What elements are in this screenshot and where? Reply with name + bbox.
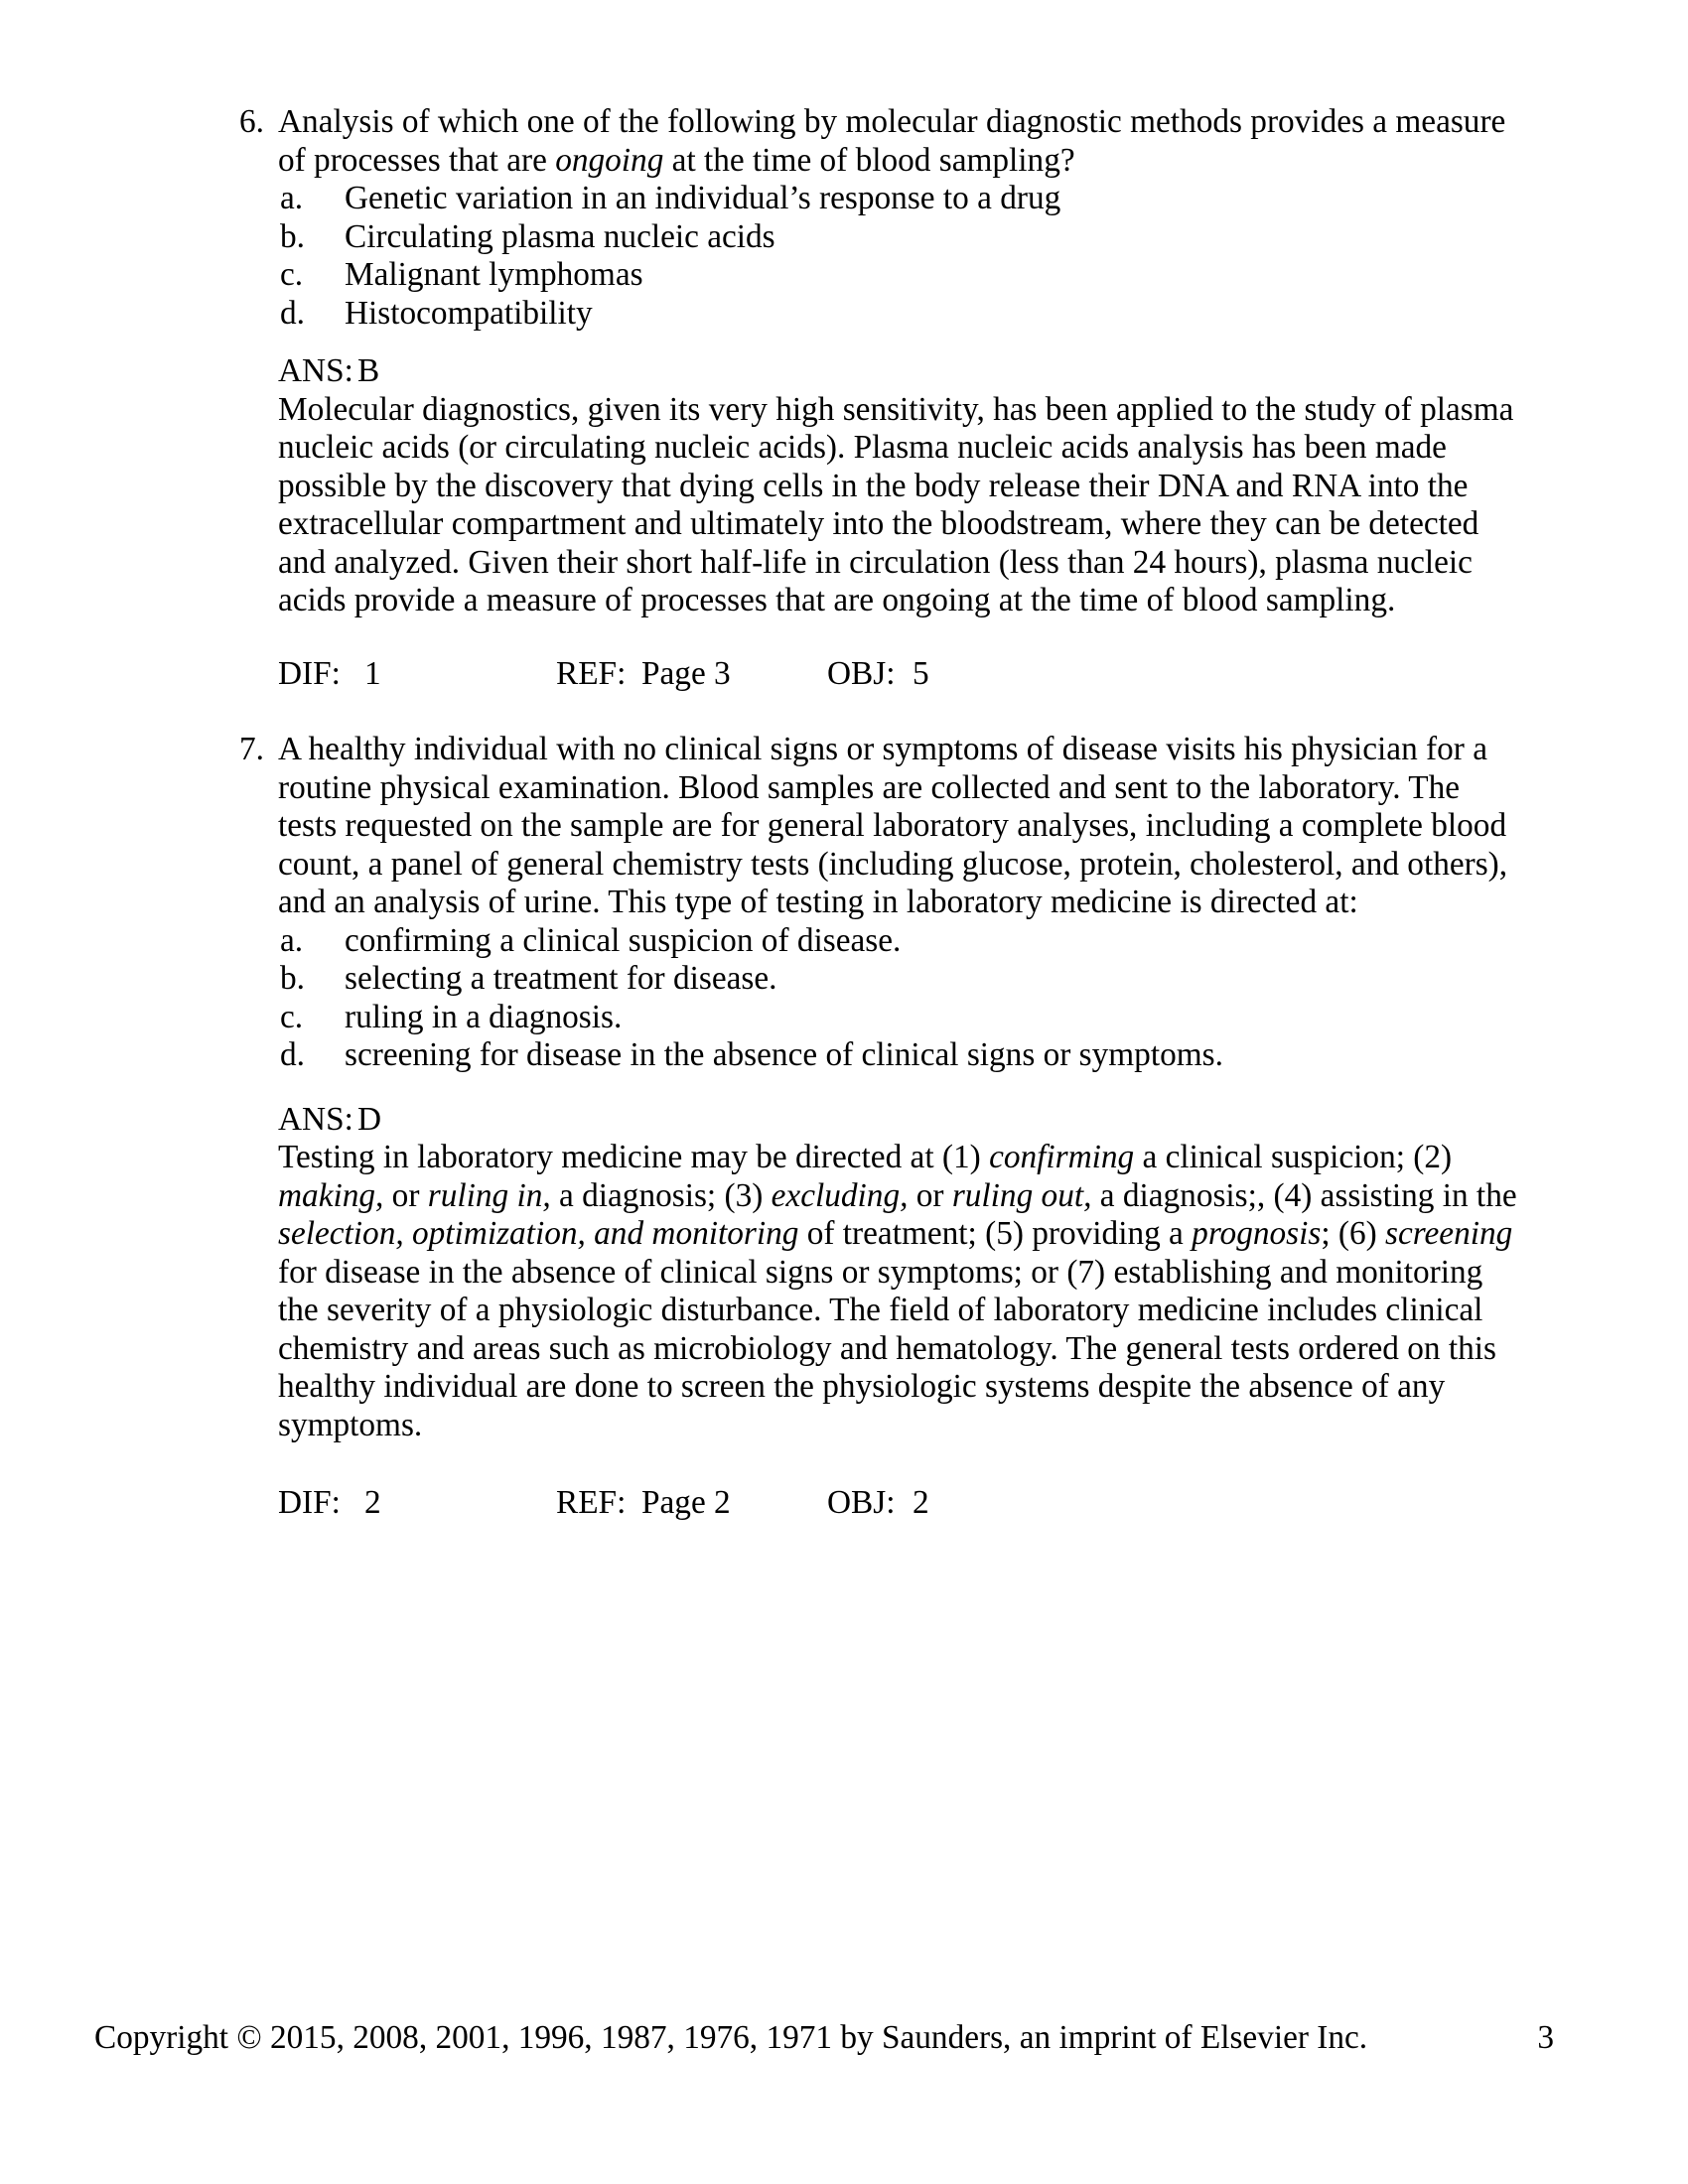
option-text: Genetic variation in an individual’s response to a drug [345,180,1061,216]
text-run: excluding, [771,1176,909,1214]
question-stem [278,731,1599,922]
text-line [278,1368,1599,1407]
text-run: nucleic acids (or circulating nucleic acids). Plasma nucleic acids analysis has been made [278,429,1447,466]
dif-value: 1 [364,654,381,692]
text-run: a clinical suspicion; (2) [1134,1139,1453,1175]
text-line [278,1330,1599,1369]
text-line [278,807,1599,846]
text-line [278,103,1599,142]
text-run: screening [1385,1215,1513,1252]
obj-value: 5 [913,654,929,692]
text-run: acids provide a measure of processes that are ongoing at the time of blood sampling. [278,582,1396,618]
answer-option [278,1036,1599,1075]
text-run: of treatment; (5) providing a [798,1215,1193,1252]
text-line [278,391,1599,430]
answer-options [278,180,1599,333]
text-run: or [908,1176,952,1214]
question-item-6 [239,103,1599,693]
answer-option [278,922,1599,961]
option-text: confirming a clinical suspicion of disease. [345,921,902,959]
option-letter: d. [280,1036,305,1073]
page-footer [0,2019,1688,2058]
text-line [278,884,1599,922]
text-run: ; (6) [1321,1215,1386,1252]
dif-label: DIF: [278,654,341,692]
text-run: extracellular compartment and ultimately into the bloodstream, where they can be detected [278,505,1479,542]
text-run: tests requested on the sample are for general laboratory analyses, including a complete blood [278,807,1507,844]
option-text: selecting a treatment for disease. [345,960,777,997]
text-run: A healthy individual with no clinical signs or symptoms of disease visits his physician for a [278,731,1487,767]
dif-label: DIF: [278,1484,341,1521]
ref-label: REF: [556,654,627,692]
text-line [278,1215,1599,1254]
obj-label: OBJ: [827,654,896,692]
text-line [278,1292,1599,1330]
answer-line [278,352,1599,391]
text-run: ruling in, [427,1176,551,1214]
answer-label: ANS: [278,1100,353,1138]
text-run: and an analysis of urine. This type of testing in laboratory medicine is directed at: [278,884,1358,920]
obj-value: 2 [913,1484,929,1521]
text-run: ongoing [555,141,664,179]
question-stem [278,103,1599,180]
answer-option [278,256,1599,295]
text-line [278,142,1599,181]
text-run: routine physical examination. Blood samples are collected and sent to the laboratory. The [278,768,1461,806]
text-run: making, [278,1176,384,1214]
text-run: for disease in the absence of clinical signs or symptoms; or (7) establishing and monitoring [278,1253,1483,1291]
text-run: healthy individual are done to screen the physiologic systems despite the absence of any [278,1368,1446,1405]
option-text: Histocompatibility [345,294,593,332]
text-line [278,1139,1599,1177]
text-run: symptoms. [278,1406,423,1443]
text-run: count, a panel of general chemistry tests (including glucose, protein, cholesterol, and others), [278,845,1508,883]
option-text: screening for disease in the absence of clinical signs or symptoms. [345,1036,1223,1073]
ref-label: REF: [556,1484,627,1521]
text-line [278,1254,1599,1293]
answer-rationale [278,1139,1599,1444]
answer-option [278,999,1599,1037]
text-line [278,544,1599,583]
text-run: prognosis [1192,1215,1322,1252]
text-run: chemistry and areas such as microbiology and hematology. The general tests ordered on this [278,1329,1497,1367]
option-letter: d. [280,294,305,332]
dif-value: 2 [364,1484,381,1521]
question-meta [278,655,1599,694]
answer-rationale [278,391,1599,620]
text-run: of processes that are [278,141,556,179]
option-letter: c. [280,998,304,1035]
text-run: selection, optimization, and monitoring [278,1215,799,1252]
option-text: Circulating plasma nucleic acids [345,217,775,255]
text-run: at the time of blood sampling? [663,141,1075,179]
obj-label: OBJ: [827,1484,896,1521]
text-run: Analysis of which one of the following by molecular diagnostic methods provides a measure [278,103,1506,140]
answer-value: B [357,352,380,389]
text-line [278,846,1599,885]
text-run: confirming [989,1139,1135,1175]
text-line [278,769,1599,808]
answer-line [278,1101,1599,1140]
ref-value: Page 3 [641,654,731,692]
text-line [278,1177,1599,1216]
question-meta [278,1484,1599,1523]
text-run: the severity of a physiologic disturbance. The field of laboratory medicine includes clinical [278,1292,1483,1328]
ref-value: Page 2 [641,1484,731,1521]
answer-label: ANS: [278,352,353,389]
answer-option [278,218,1599,257]
text-line [278,505,1599,544]
copyright-notice: Copyright © 2015, 2008, 2001, 1996, 1987, 1976, 1971 by Saunders, an imprint of Elsevier Inc. [94,2019,1368,2056]
option-letter: a. [280,921,304,959]
answer-option [278,960,1599,999]
text-run: or [383,1176,428,1214]
text-line [278,582,1599,620]
answer-options [278,922,1599,1075]
question-number: 7. [239,731,264,767]
text-run: Molecular diagnostics, given its very high sensitivity, has been applied to the study of plasma [278,390,1514,428]
text-line [278,468,1599,506]
text-line [278,731,1599,769]
page-content [239,103,1599,1523]
option-letter: a. [280,180,304,216]
option-letter: c. [280,256,304,293]
answer-value: D [357,1100,382,1138]
text-run: a diagnosis; (3) [550,1176,772,1214]
text-line [278,429,1599,468]
text-run: Testing in laboratory medicine may be directed at (1) [278,1139,990,1175]
text-run: and analyzed. Given their short half-life in circulation (less than 24 hours), plasma nucleic [278,543,1473,581]
text-run: possible by the discovery that dying cells in the body release their DNA and RNA into the [278,467,1469,504]
option-text: Malignant lymphomas [345,256,643,293]
text-run: ruling out, [951,1176,1092,1214]
text-line [278,1407,1599,1445]
page-number: 3 [1537,2019,1554,2056]
answer-option [278,295,1599,334]
option-letter: b. [280,217,305,255]
answer-option [278,180,1599,218]
option-text: ruling in a diagnosis. [345,998,623,1035]
text-run: a diagnosis;, (4) assisting in the [1091,1176,1517,1214]
question-number: 6. [239,103,264,140]
question-item-7 [239,731,1599,1523]
option-letter: b. [280,960,305,997]
